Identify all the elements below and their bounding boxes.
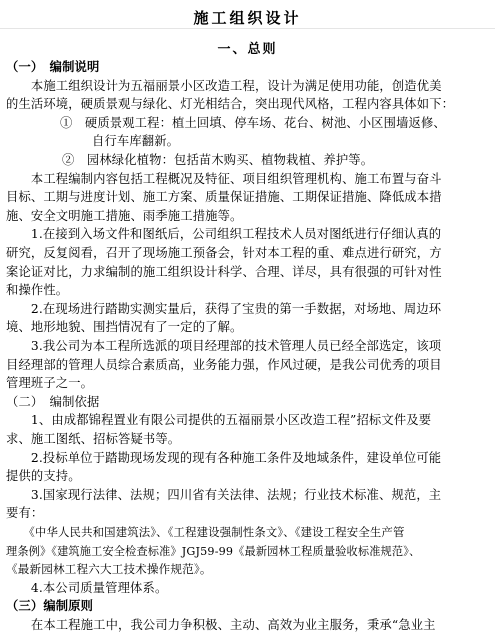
body-line: 目经理部的管理人员综合素质高，业务能力强，作风过硬，是我公司优秀的项目 bbox=[6, 357, 442, 372]
body-line: 1、由成都锦程置业有限公司提供的五福丽景小区改造工程”招标文件及要 bbox=[6, 413, 432, 428]
section-heading-1: （一） 编制说明 bbox=[6, 60, 100, 74]
body-line: 和操作性。 bbox=[6, 283, 69, 298]
body-line: 本施工组织设计为五福丽景小区改造工程，设计为满足使用功能，创造优美 bbox=[6, 78, 442, 93]
body-line: 2.在现场进行踏勘实测实量后，获得了宝贵的第一手数据，对场地、周边环 bbox=[6, 301, 442, 316]
body-line: 目标、工期与进度计划、施工方案、质量保证措施、工期保证措施、降低成本措 bbox=[6, 190, 442, 205]
body-line: 3.国家现行法律、法规；四川省有关法律、法规；行业技术标准、规范，主 bbox=[6, 487, 442, 502]
body-line: 《中华人民共和国建筑法》、《工程建设强制性条文》、《建设工程安全生产管 bbox=[6, 525, 405, 539]
divider bbox=[0, 28, 495, 29]
body-line: 2.投标单位于踏勘现场发现的现有各种施工条件及地域条件，建设单位可能 bbox=[6, 450, 442, 465]
body-line: 理条例》《建筑施工安全检查标准》JGJ59-99《最新园林工程质量验收标准规范》、 bbox=[6, 544, 421, 558]
body-line: 3.我公司为本工程所选派的项目经理部的技术管理人员已经全部选定，该项 bbox=[6, 339, 442, 353]
body-line: 案论证对比，力求编制的施工组织设计科学、合理、详尽，具有很强的可针对性 bbox=[6, 264, 442, 279]
body-line: 4.本公司质量管理体系。 bbox=[6, 580, 168, 595]
body-line: 1.在接到入场文件和图纸后，公司组织工程技术人员对图纸进行仔细认真的 bbox=[6, 227, 442, 242]
list-item-greening: ② 园林绿化植物：包括苗木购买、植物栽植、养护等。 bbox=[62, 153, 374, 167]
body-line: 本工程编制内容包括工程概况及特征、项目组织管理机构、施工布置与奋斗 bbox=[6, 171, 442, 186]
body-line: 境、地形地貌、围挡情况有了一定的了解。 bbox=[6, 320, 243, 335]
body-line: 求、施工图纸、招标答疑书等。 bbox=[6, 432, 181, 446]
body-line: 《最新园林工程六大工技术操作规范》。 bbox=[6, 562, 212, 577]
section-heading-2: （二） 编制依据 bbox=[6, 394, 100, 409]
body-line: 的生活环境，硬质景观与绿化、灯光相结合，突出现代风格，工程内容具体如下： bbox=[6, 97, 455, 112]
document-title: 施工组织设计 bbox=[193, 9, 302, 27]
body-line: 管理班子之一。 bbox=[6, 376, 94, 391]
body-line: 要有： bbox=[6, 506, 44, 521]
list-item-hardscape: ① 硬质景观工程：植土回填、停车场、花台、树池、小区围墙返修、 bbox=[60, 115, 446, 130]
chapter-heading: 一、总则 bbox=[217, 42, 278, 57]
body-line: 提供的支持。 bbox=[6, 469, 81, 484]
body-line: 研究，反复阅看，召开了现场施工预备会，针对本工程的重、难点进行研究，方 bbox=[6, 246, 442, 260]
list-item-continuation: 自行车库翻新。 bbox=[92, 134, 180, 149]
body-line: 施、安全文明施工措施、雨季施工措施等。 bbox=[6, 208, 243, 223]
body-line: 在本工程施工中，我公司力争积极、主动、高效为业主服务，秉承“急业主 bbox=[6, 618, 436, 632]
section-heading-3: （三）编制原则 bbox=[6, 599, 94, 614]
